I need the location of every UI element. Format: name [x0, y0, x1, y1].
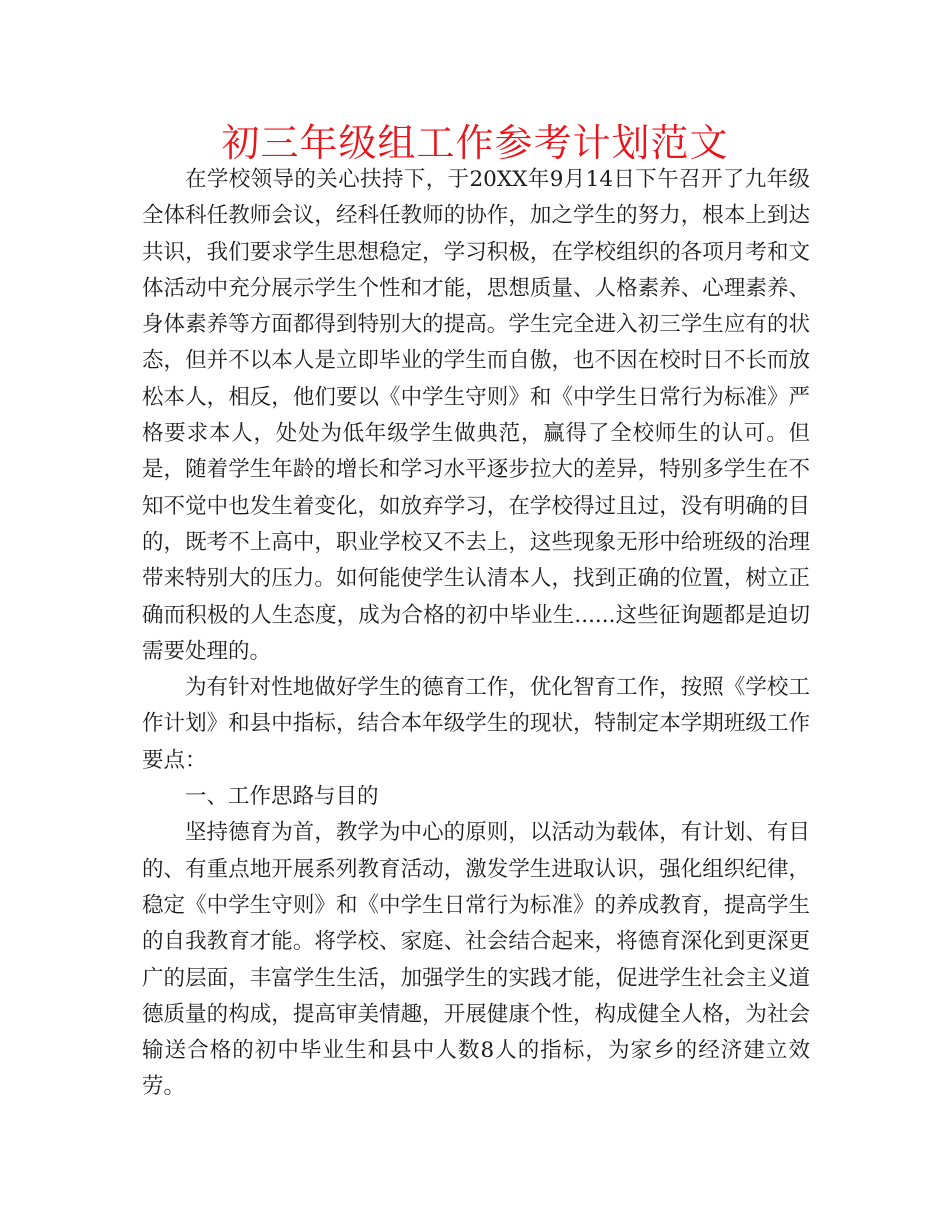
paragraph-intro: 在学校领导的关心扶持下，于20XX年9月14日下午召开了九年级全体科任教师会议，经科任教师的协作，加之学生的努力，根本上到达共识，我们要求学生思想稳定，学习积极，在学校组织的各项月考和文体活动中充分展示学生个性和才能，思想质量、人格素养、心理素养、身体素养等方面都得到特别大的提高。学生完全进入初三学生应有的状态，但并不以本人是立即毕业的学生而自傲，也不因在校时日不长而放松本人，相反，他们要以《中学生守则》和《中学生日常行为标准》严格要求本人，处处为低年级学生做典范，赢得了全校师生的认可。但是，随着学生年龄的增长和学习水平逐步拉大的差异，特别多学生在不知不觉中也发生着变化，如放弃学习，在学校得过且过，没有明确的目的，既考不上高中，职业学校又不去上，这些现象无形中给班级的治理带来特别大的压力。如何能使学生认清本人，找到正确的位置，树立正确而积极的人生态度，成为合格的初中毕业生......这些征询题都是迫切需要处理的。	[142, 167, 810, 664]
paragraph-section-1: 坚持德育为首，教学为中心的原则，以活动为载体，有计划、有目的、有重点地开展系列教育活动，激发学生进取认识，强化组织纪律，稳定《中学生守则》和《中学生日常行为标准》的养成教育，提高学生的自我教育才能。将学校、家庭、社会结合起来，将德育深化到更深更广的层面，丰富学生生活，加强学生的实践才能，促进学生社会主义道德质量的构成，提高审美情趣，开展健康个性，构成健全人格，为社会输送合格的初中毕业生和县中人数8人的指标，为家乡的经济建立效劳。	[142, 820, 810, 1100]
paragraph-purpose: 为有针对性地做好学生的德育工作，优化智育工作，按照《学校工作计划》和县中指标，结合本年级学生的现状，特制定本学期班级工作要点：	[142, 675, 810, 773]
section-heading-1: 一、工作思路与目的	[185, 784, 379, 810]
document-title: 初三年级组工作参考计划范文	[221, 121, 729, 165]
document-body	[142, 162, 810, 1106]
